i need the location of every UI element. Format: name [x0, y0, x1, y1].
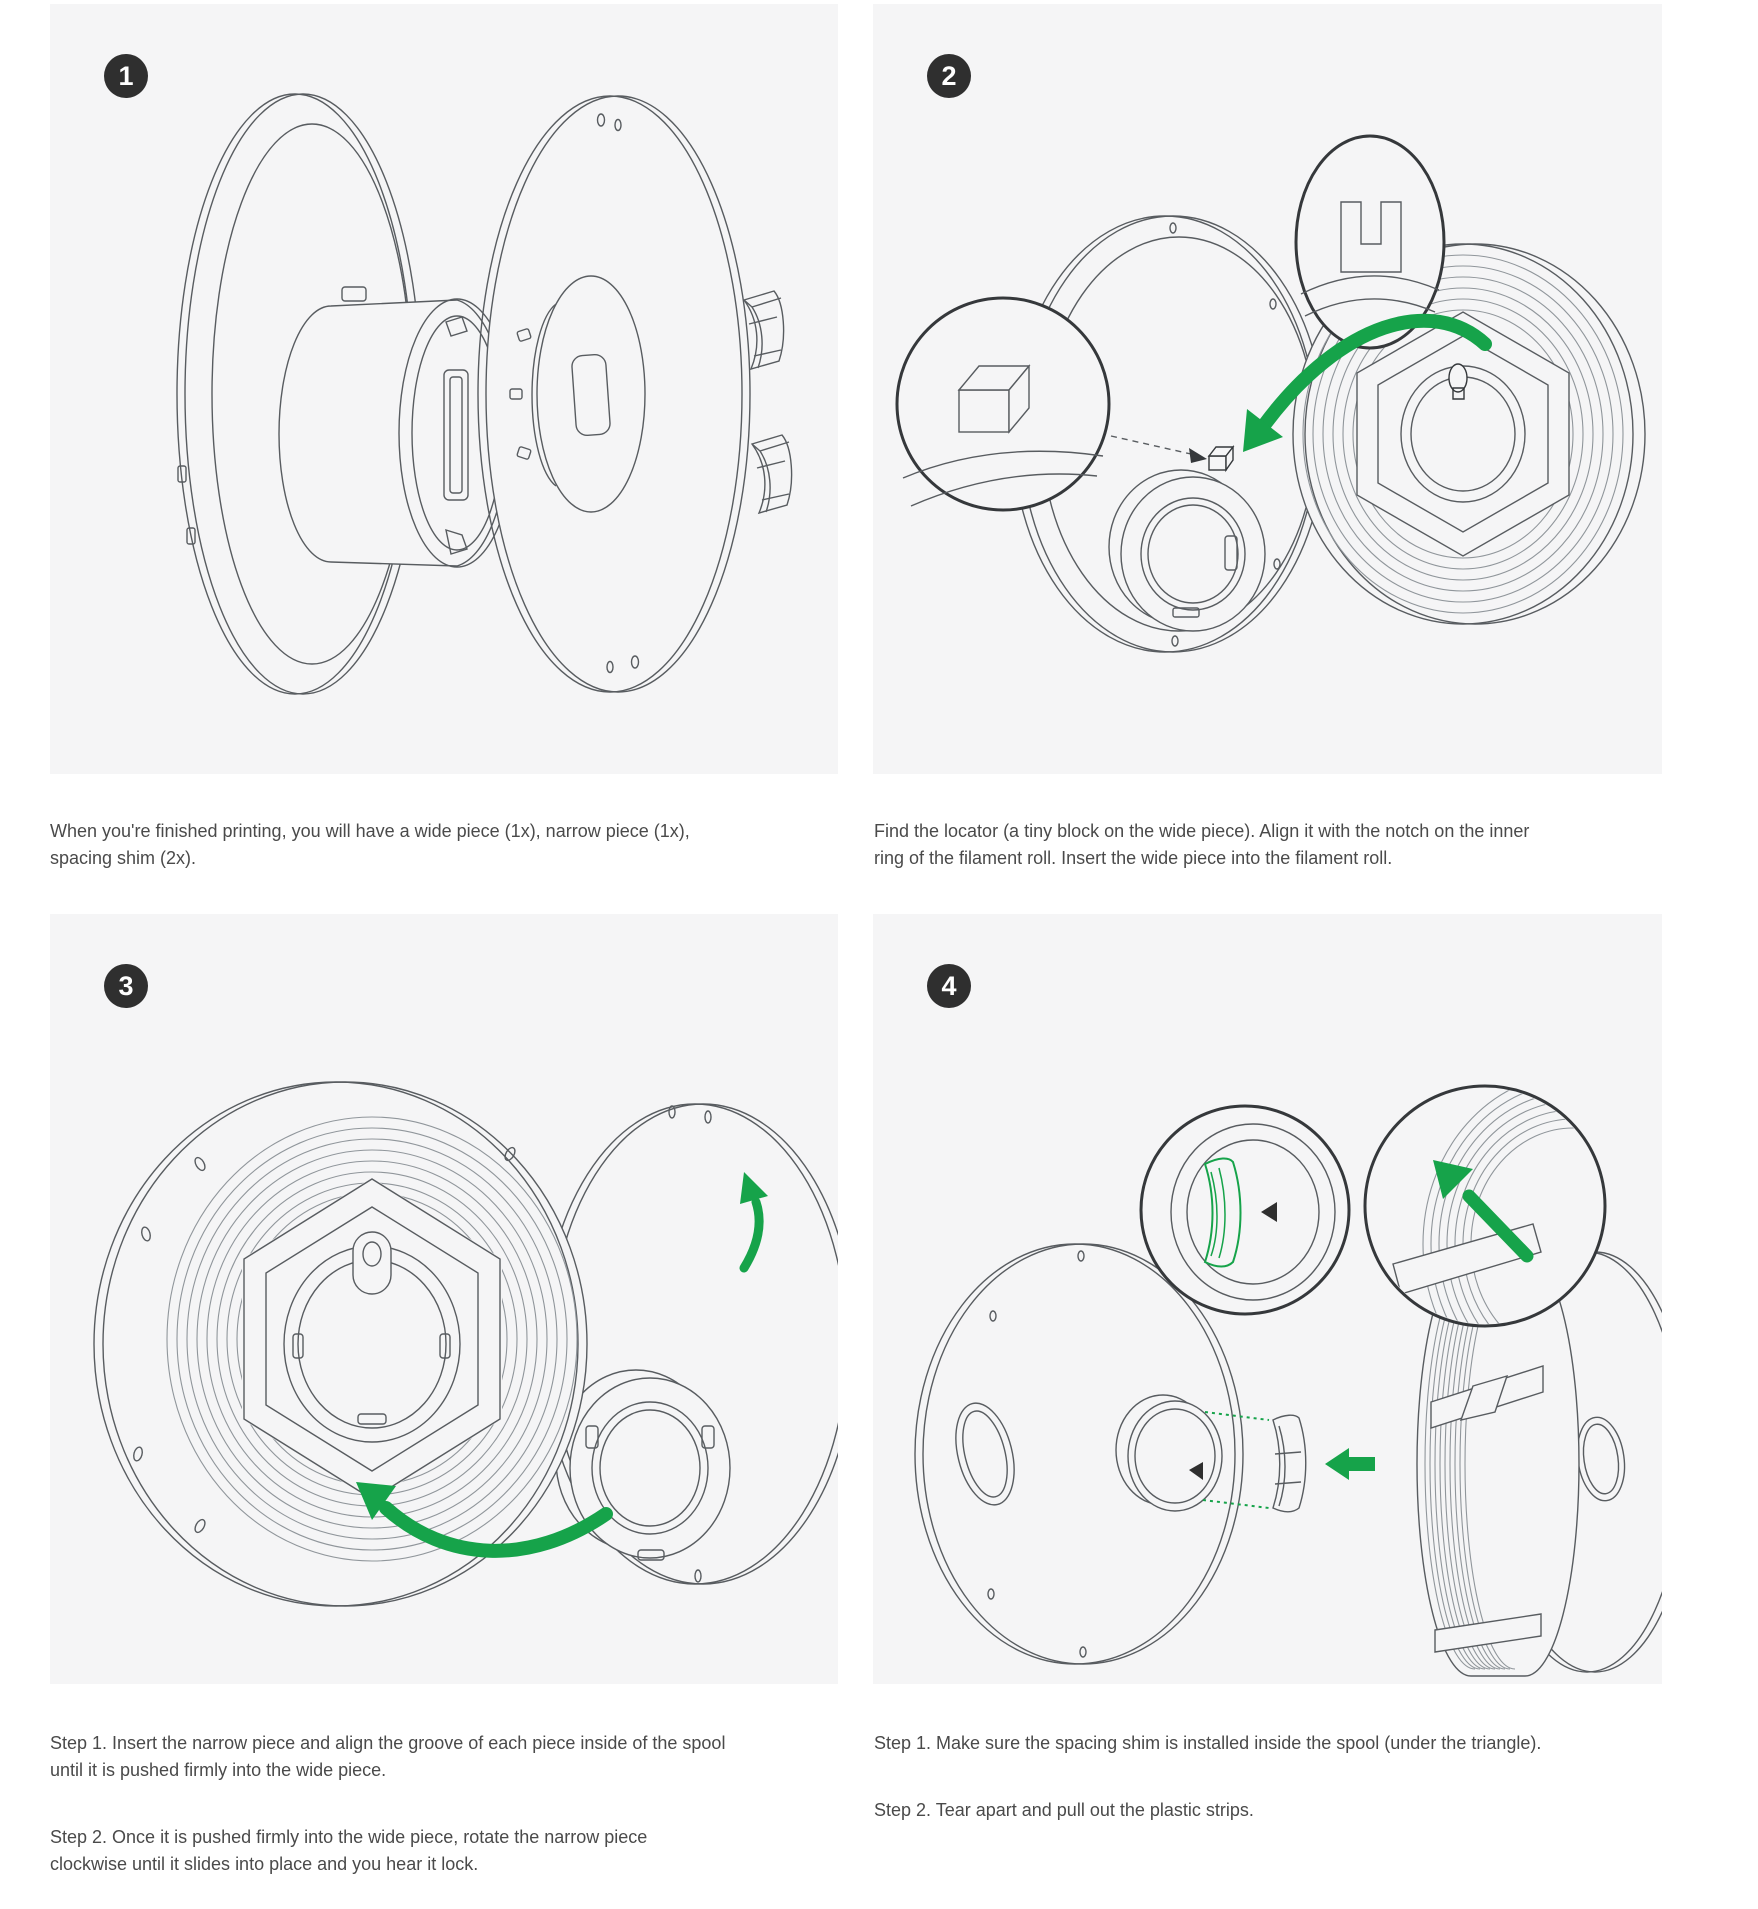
illustration-step-4-shim-and-strips [873, 914, 1662, 1684]
wide-piece-drawing [478, 96, 750, 692]
step-number-badge: 3 [104, 964, 148, 1008]
caption-line: clockwise until it slides into place and you hear it lock. [50, 1854, 479, 1874]
caption-paragraph [50, 818, 842, 872]
caption-line: ring of the filament roll. Insert the wide piece into the filament roll. [874, 848, 1393, 868]
green-arrow-icon [1325, 1448, 1375, 1480]
caption-step-1 [50, 818, 842, 872]
caption-line: When you're finished printing, you will have a wide piece (1x), narrow piece (1x), [50, 821, 690, 841]
spacing-shim-drawing [1273, 1415, 1306, 1512]
magnifier-shim-circle [1141, 1106, 1349, 1314]
step-number-badge: 2 [927, 54, 971, 98]
caption-line: Step 1. Insert the narrow piece and align the groove of each piece inside of the spool [50, 1733, 726, 1753]
spacing-shims-drawing [744, 291, 792, 513]
caption-paragraph [50, 1730, 842, 1784]
magnifier-locator-circle [897, 298, 1109, 510]
caption-line: Find the locator (a tiny block on the wide piece). Align it with the notch on the inner [874, 821, 1530, 841]
caption-line: until it is pushed firmly into the wide piece. [50, 1760, 387, 1780]
panel-step-3 [50, 914, 838, 1684]
illustration-step-3-insert-narrow-piece [50, 914, 838, 1684]
caption-paragraph [874, 1797, 1666, 1824]
caption-paragraph [874, 1730, 1666, 1757]
panel-step-1 [50, 4, 838, 774]
panel-step-4 [873, 914, 1662, 1684]
caption-step-3 [50, 1730, 842, 1878]
step-number-badge: 1 [104, 54, 148, 98]
caption-line: Step 1. Make sure the spacing shim is installed inside the spool (under the triangle). [874, 1733, 1542, 1753]
caption-line: Step 2. Tear apart and pull out the plastic strips. [874, 1800, 1254, 1820]
filament-roll-drawing [94, 1082, 587, 1606]
caption-line: Step 2. Once it is pushed firmly into the wide piece, rotate the narrow piece [50, 1827, 648, 1847]
hub-and-shim-drawing [1116, 1395, 1375, 1512]
illustration-step-1-exploded-parts [50, 4, 838, 774]
caption-step-2 [874, 818, 1666, 872]
caption-paragraph [874, 818, 1666, 872]
illustration-step-2-align-locator [873, 4, 1662, 774]
panel-step-2 [873, 4, 1662, 774]
caption-step-4 [874, 1730, 1666, 1824]
narrow-piece-hub-drawing [279, 287, 515, 567]
step-number-badge: 4 [927, 964, 971, 1008]
caption-line: spacing shim (2x). [50, 848, 197, 868]
caption-paragraph [50, 1824, 842, 1878]
